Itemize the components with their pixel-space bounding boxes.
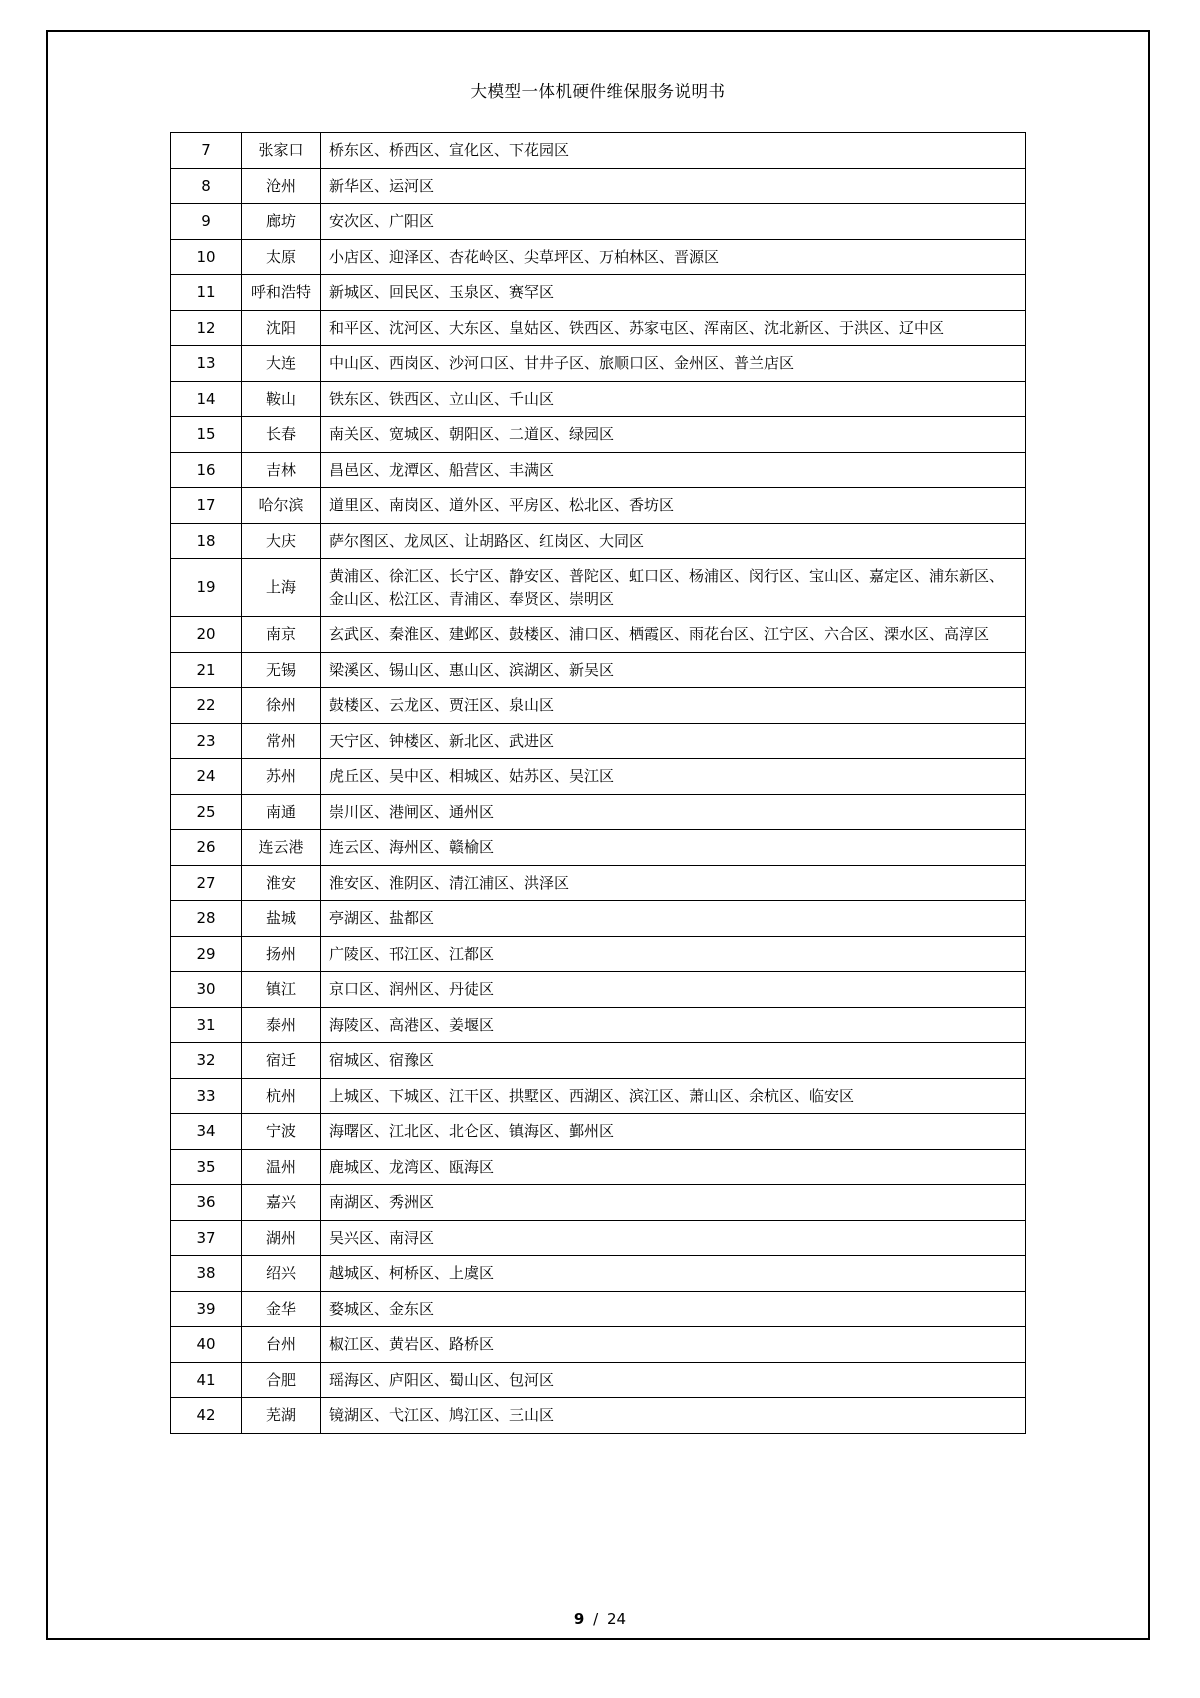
- row-districts-cell: 京口区、润州区、丹徒区: [321, 972, 1026, 1008]
- row-districts-cell: 桥东区、桥西区、宣化区、下花园区: [321, 133, 1026, 169]
- row-districts-cell: 中山区、西岗区、沙河口区、甘井子区、旅顺口区、金州区、普兰店区: [321, 346, 1026, 382]
- row-city-cell: 无锡: [242, 652, 321, 688]
- row-city-cell: 芜湖: [242, 1398, 321, 1434]
- row-districts-cell: 小店区、迎泽区、杏花岭区、尖草坪区、万柏林区、晋源区: [321, 239, 1026, 275]
- row-districts-cell: 天宁区、钟楼区、新北区、武进区: [321, 723, 1026, 759]
- table-row: [171, 1362, 1026, 1398]
- row-index-cell: 37: [171, 1220, 242, 1256]
- row-city-cell: 合肥: [242, 1362, 321, 1398]
- row-index-cell: 29: [171, 936, 242, 972]
- table-row: [171, 1043, 1026, 1079]
- table-row: [171, 865, 1026, 901]
- table-row: [171, 1220, 1026, 1256]
- row-city-cell: 常州: [242, 723, 321, 759]
- row-districts-cell: 崇川区、港闸区、通州区: [321, 794, 1026, 830]
- row-city-cell: 鞍山: [242, 381, 321, 417]
- row-index-cell: 25: [171, 794, 242, 830]
- footer-current-page: 9: [573, 1610, 585, 1628]
- row-index-cell: 33: [171, 1078, 242, 1114]
- row-districts-cell: 萨尔图区、龙凤区、让胡路区、红岗区、大同区: [321, 523, 1026, 559]
- row-index-cell: 32: [171, 1043, 242, 1079]
- row-districts-cell: 镜湖区、弋江区、鸠江区、三山区: [321, 1398, 1026, 1434]
- row-city-cell: 哈尔滨: [242, 488, 321, 524]
- table-row: [171, 936, 1026, 972]
- row-districts-cell: 南湖区、秀洲区: [321, 1185, 1026, 1221]
- row-city-cell: 杭州: [242, 1078, 321, 1114]
- row-city-cell: 泰州: [242, 1007, 321, 1043]
- row-index-cell: 42: [171, 1398, 242, 1434]
- row-city-cell: 长春: [242, 417, 321, 453]
- table-row: [171, 204, 1026, 240]
- table-row: [171, 381, 1026, 417]
- row-districts-cell: 婺城区、金东区: [321, 1291, 1026, 1327]
- row-districts-cell: 宿城区、宿豫区: [321, 1043, 1026, 1079]
- table-row: [171, 1327, 1026, 1363]
- row-city-cell: 湖州: [242, 1220, 321, 1256]
- table-row: [171, 417, 1026, 453]
- row-index-cell: 9: [171, 204, 242, 240]
- row-index-cell: 35: [171, 1149, 242, 1185]
- row-index-cell: 16: [171, 452, 242, 488]
- table-row: [171, 275, 1026, 311]
- table-body: [171, 133, 1026, 1434]
- row-index-cell: 10: [171, 239, 242, 275]
- row-city-cell: 沈阳: [242, 310, 321, 346]
- table-row: [171, 1114, 1026, 1150]
- row-city-cell: 上海: [242, 559, 321, 617]
- table-row: [171, 559, 1026, 617]
- row-city-cell: 南京: [242, 617, 321, 653]
- row-districts-cell: 淮安区、淮阴区、清江浦区、洪泽区: [321, 865, 1026, 901]
- row-city-cell: 苏州: [242, 759, 321, 795]
- row-city-cell: 扬州: [242, 936, 321, 972]
- row-city-cell: 温州: [242, 1149, 321, 1185]
- row-city-cell: 淮安: [242, 865, 321, 901]
- row-city-cell: 沧州: [242, 168, 321, 204]
- row-city-cell: 太原: [242, 239, 321, 275]
- table-row: [171, 1256, 1026, 1292]
- row-city-cell: 大庆: [242, 523, 321, 559]
- row-index-cell: 22: [171, 688, 242, 724]
- row-index-cell: 36: [171, 1185, 242, 1221]
- row-index-cell: 40: [171, 1327, 242, 1363]
- row-index-cell: 17: [171, 488, 242, 524]
- row-index-cell: 31: [171, 1007, 242, 1043]
- row-index-cell: 41: [171, 1362, 242, 1398]
- row-districts-cell: 玄武区、秦淮区、建邺区、鼓楼区、浦口区、栖霞区、雨花台区、江宁区、六合区、溧水区、高淳区: [321, 617, 1026, 653]
- row-city-cell: 连云港: [242, 830, 321, 866]
- row-districts-cell: 道里区、南岗区、道外区、平房区、松北区、香坊区: [321, 488, 1026, 524]
- row-index-cell: 18: [171, 523, 242, 559]
- table-row: [171, 133, 1026, 169]
- row-districts-cell: 新城区、回民区、玉泉区、赛罕区: [321, 275, 1026, 311]
- table-row: [171, 239, 1026, 275]
- table-row: [171, 310, 1026, 346]
- table-row: [171, 830, 1026, 866]
- row-city-cell: 大连: [242, 346, 321, 382]
- row-city-cell: 绍兴: [242, 1256, 321, 1292]
- table-row: [171, 1078, 1026, 1114]
- row-city-cell: 宁波: [242, 1114, 321, 1150]
- table-row: [171, 1185, 1026, 1221]
- row-districts-cell: 和平区、沈河区、大东区、皇姑区、铁西区、苏家屯区、浑南区、沈北新区、于洪区、辽中区: [321, 310, 1026, 346]
- row-districts-cell: 广陵区、邗江区、江都区: [321, 936, 1026, 972]
- row-index-cell: 23: [171, 723, 242, 759]
- row-city-cell: 吉林: [242, 452, 321, 488]
- row-districts-cell: 椒江区、黄岩区、路桥区: [321, 1327, 1026, 1363]
- table-row: [171, 523, 1026, 559]
- table-row: [171, 1398, 1026, 1434]
- row-index-cell: 34: [171, 1114, 242, 1150]
- table-row: [171, 168, 1026, 204]
- table-row: [171, 617, 1026, 653]
- row-districts-cell: 新华区、运河区: [321, 168, 1026, 204]
- row-index-cell: 19: [171, 559, 242, 617]
- row-districts-cell: 吴兴区、南浔区: [321, 1220, 1026, 1256]
- row-districts-cell: 越城区、柯桥区、上虞区: [321, 1256, 1026, 1292]
- row-districts-cell: 虎丘区、吴中区、相城区、姑苏区、吴江区: [321, 759, 1026, 795]
- row-districts-cell: 连云区、海州区、赣榆区: [321, 830, 1026, 866]
- table-row: [171, 1149, 1026, 1185]
- page-footer: [0, 1610, 1200, 1628]
- table-row: [171, 901, 1026, 937]
- page-content: [46, 30, 1150, 1640]
- row-districts-cell: 铁东区、铁西区、立山区、千山区: [321, 381, 1026, 417]
- table-row: [171, 346, 1026, 382]
- row-index-cell: 11: [171, 275, 242, 311]
- row-city-cell: 宿迁: [242, 1043, 321, 1079]
- table-row: [171, 723, 1026, 759]
- row-index-cell: 27: [171, 865, 242, 901]
- row-index-cell: 20: [171, 617, 242, 653]
- row-index-cell: 30: [171, 972, 242, 1008]
- row-districts-cell: 鹿城区、龙湾区、瓯海区: [321, 1149, 1026, 1185]
- row-index-cell: 28: [171, 901, 242, 937]
- table-row: [171, 1007, 1026, 1043]
- row-city-cell: 呼和浩特: [242, 275, 321, 311]
- row-index-cell: 15: [171, 417, 242, 453]
- row-city-cell: 金华: [242, 1291, 321, 1327]
- row-city-cell: 廊坊: [242, 204, 321, 240]
- row-districts-cell: 海曙区、江北区、北仑区、镇海区、鄞州区: [321, 1114, 1026, 1150]
- table-row: [171, 652, 1026, 688]
- table-row: [171, 759, 1026, 795]
- row-city-cell: 台州: [242, 1327, 321, 1363]
- document-header-title: 大模型一体机硬件维保服务说明书: [470, 82, 726, 101]
- row-index-cell: 38: [171, 1256, 242, 1292]
- table-row: [171, 972, 1026, 1008]
- service-coverage-table: [170, 132, 1026, 1434]
- table-row: [171, 1291, 1026, 1327]
- row-districts-cell: 昌邑区、龙潭区、船营区、丰满区: [321, 452, 1026, 488]
- row-city-cell: 镇江: [242, 972, 321, 1008]
- row-city-cell: 张家口: [242, 133, 321, 169]
- row-districts-cell: 瑶海区、庐阳区、蜀山区、包河区: [321, 1362, 1026, 1398]
- row-districts-cell: 南关区、宽城区、朝阳区、二道区、绿园区: [321, 417, 1026, 453]
- row-districts-cell: 安次区、广阳区: [321, 204, 1026, 240]
- row-index-cell: 26: [171, 830, 242, 866]
- row-city-cell: 徐州: [242, 688, 321, 724]
- row-index-cell: 21: [171, 652, 242, 688]
- row-index-cell: 39: [171, 1291, 242, 1327]
- row-city-cell: 嘉兴: [242, 1185, 321, 1221]
- row-districts-cell: 亭湖区、盐都区: [321, 901, 1026, 937]
- table-row: [171, 452, 1026, 488]
- row-city-cell: 南通: [242, 794, 321, 830]
- row-index-cell: 8: [171, 168, 242, 204]
- row-index-cell: 14: [171, 381, 242, 417]
- footer-separator: /: [593, 1610, 599, 1628]
- row-city-cell: 盐城: [242, 901, 321, 937]
- row-districts-cell: 海陵区、高港区、姜堰区: [321, 1007, 1026, 1043]
- row-districts-cell: 上城区、下城区、江干区、拱墅区、西湖区、滨江区、萧山区、余杭区、临安区: [321, 1078, 1026, 1114]
- table-row: [171, 688, 1026, 724]
- row-index-cell: 12: [171, 310, 242, 346]
- row-districts-cell: 鼓楼区、云龙区、贾汪区、泉山区: [321, 688, 1026, 724]
- row-districts-cell: 黄浦区、徐汇区、长宁区、静安区、普陀区、虹口区、杨浦区、闵行区、宝山区、嘉定区、浦东新区、金山区、松江区、青浦区、奉贤区、崇明区: [321, 559, 1026, 617]
- footer-total-pages: 24: [606, 1610, 627, 1628]
- table-row: [171, 488, 1026, 524]
- row-index-cell: 13: [171, 346, 242, 382]
- row-index-cell: 24: [171, 759, 242, 795]
- row-index-cell: 7: [171, 133, 242, 169]
- table-row: [171, 794, 1026, 830]
- row-districts-cell: 梁溪区、锡山区、惠山区、滨湖区、新吴区: [321, 652, 1026, 688]
